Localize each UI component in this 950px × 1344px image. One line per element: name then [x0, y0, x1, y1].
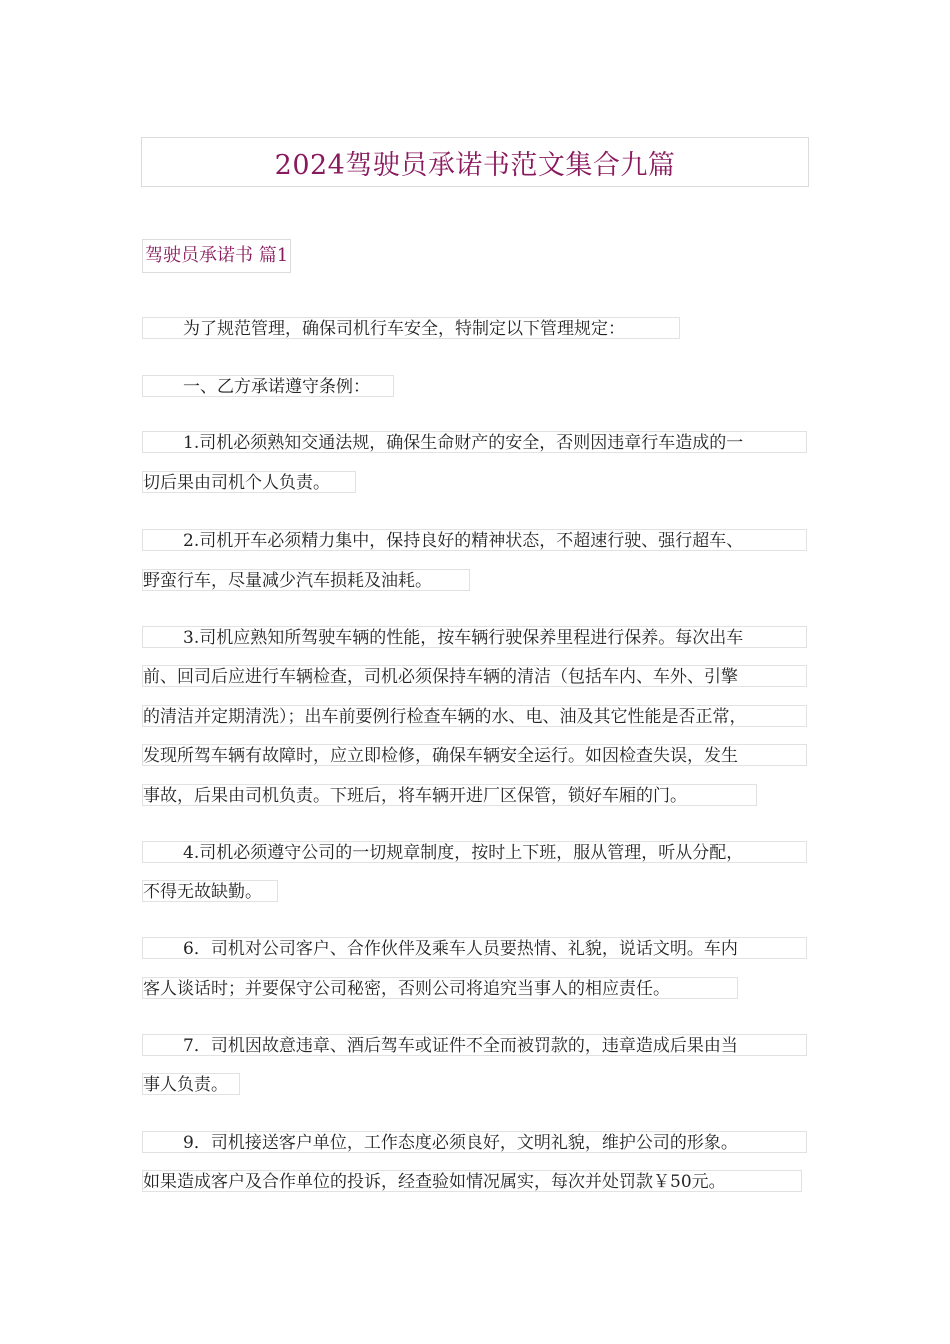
document-title-text: 2024驾驶员承诺书范文集合九篇: [274, 149, 676, 181]
paragraph-line: 的清洁并定期清洗）；出车前要例行检查车辆的水、电、油及其它性能是否正常，: [142, 705, 807, 727]
paragraph-line: 4.司机必须遵守公司的一切规章制度，按时上下班，服从管理，听从分配，: [142, 841, 807, 863]
paragraph-line: 3.司机应熟知所驾驶车辆的性能，按车辆行驶保养里程进行保养。每次出车: [142, 626, 807, 648]
document-title: [141, 137, 809, 187]
paragraph-line: 如果造成客户及合作单位的投诉，经查验如情况属实，每次并处罚款￥50元。: [142, 1170, 802, 1192]
paragraph-line: 客人谈话时；并要保守公司秘密，否则公司将追究当事人的相应责任。: [142, 977, 738, 999]
paragraph-line: 7．司机因故意违章、酒后驾车或证件不全而被罚款的，违章造成后果由当: [142, 1034, 807, 1056]
paragraph-line: 一、乙方承诺遵守条例：: [142, 375, 394, 397]
paragraph-line: 事故，后果由司机负责。下班后，将车辆开进厂区保管，锁好车厢的门。: [142, 784, 757, 806]
section-heading: 驾驶员承诺书 篇1: [142, 239, 291, 273]
paragraph-line: 为了规范管理，确保司机行车安全，特制定以下管理规定：: [142, 317, 680, 339]
paragraph-line: 野蛮行车，尽量减少汽车损耗及油耗。: [142, 569, 470, 591]
paragraph-line: 9．司机接送客户单位，工作态度必须良好，文明礼貌，维护公司的形象。: [142, 1131, 807, 1153]
paragraph-line: 事人负责。: [142, 1073, 240, 1095]
paragraph-line: 不得无故缺勤。: [142, 880, 278, 902]
paragraph-line: 发现所驾车辆有故障时，应立即检修，确保车辆安全运行。如因检查失误，发生: [142, 744, 807, 766]
paragraph-line: 前、回司后应进行车辆检查，司机必须保持车辆的清洁（包括车内、车外、引擎: [142, 665, 807, 687]
paragraph-line: 6．司机对公司客户、合作伙伴及乘车人员要热情、礼貌，说话文明。车内: [142, 937, 807, 959]
paragraph-line: 切后果由司机个人负责。: [142, 471, 356, 493]
paragraph-line: 2.司机开车必须精力集中，保持良好的精神状态，不超速行驶、强行超车、: [142, 529, 807, 551]
paragraph-line: 1.司机必须熟知交通法规，确保生命财产的安全，否则因违章行车造成的一: [142, 431, 807, 453]
